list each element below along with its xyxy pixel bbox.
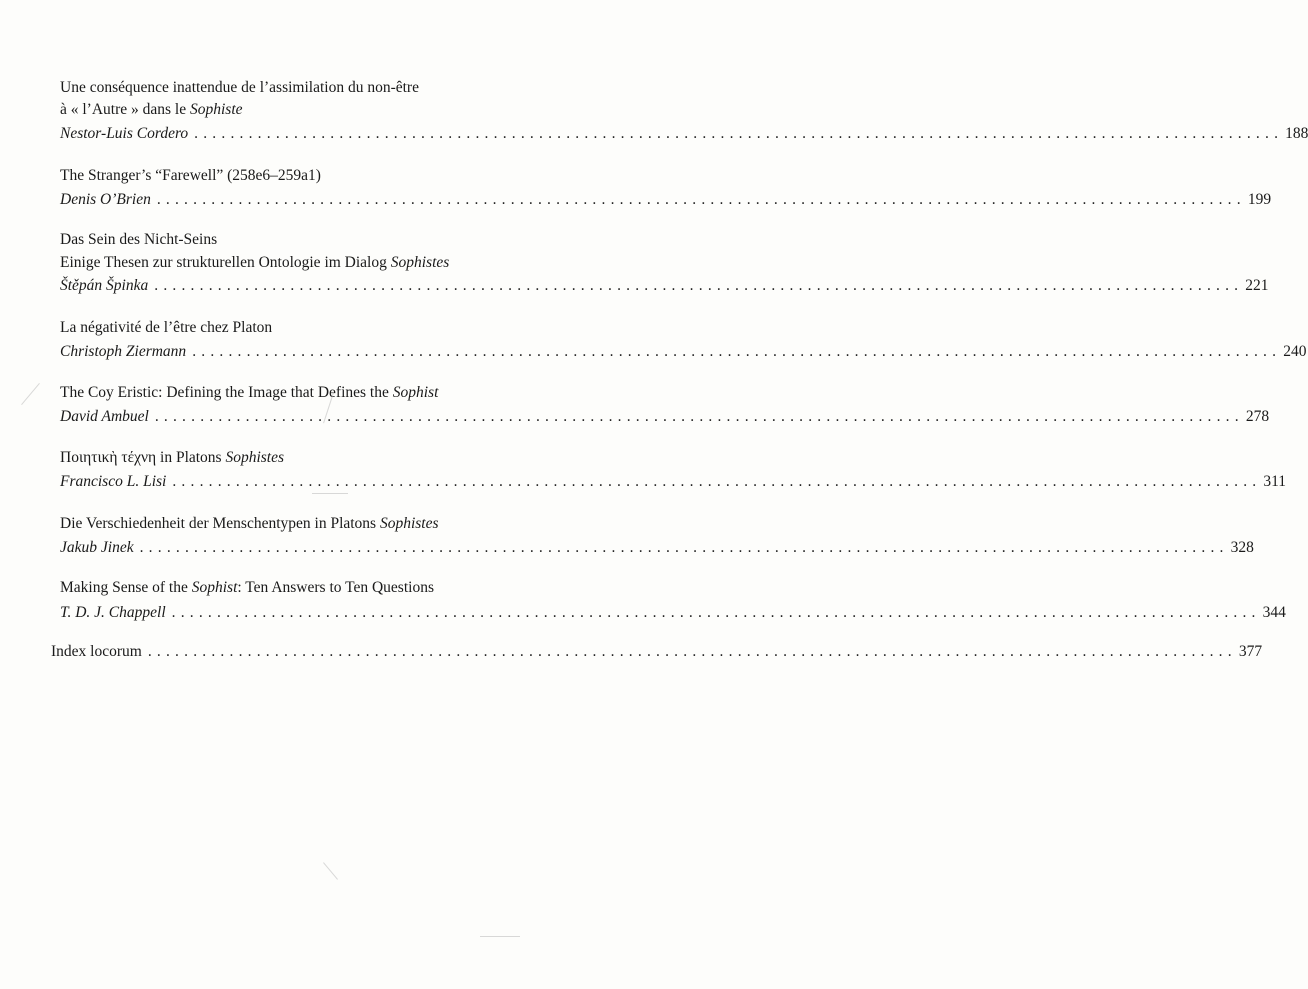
entry-title-line: à « l’Autre » dans le Sophiste: [60, 101, 243, 118]
entry-page-number: 278: [1245, 408, 1270, 425]
scan-mark: [323, 862, 338, 879]
entry-author: Nestor-Luis Cordero: [60, 125, 189, 142]
entry-author-line: [60, 342, 1307, 362]
entry-author: Jakub Jinek: [60, 539, 134, 556]
entry-page-number: 311: [1263, 473, 1287, 490]
entry-title-line: Une conséquence inattendue de l’assimilation du non-être: [60, 79, 419, 96]
entry-author: David Ambuel: [60, 408, 149, 425]
entry-page-number: 221: [1245, 277, 1269, 294]
dot-leader: ........................................................................................................................: [154, 408, 1244, 425]
entry-title-line: Making Sense of the Sophist: Ten Answers to Ten Questions: [60, 579, 434, 596]
index-entry: [51, 642, 1263, 662]
entry-author: T. D. J. Chappell: [60, 604, 166, 621]
scan-mark: [480, 936, 520, 937]
scan-mark: [312, 493, 348, 494]
entry-author-line: [60, 407, 1270, 427]
dot-leader: ........................................................................................................................: [192, 343, 1282, 360]
entry-author-line: [60, 190, 1272, 210]
dot-leader: ........................................................................................................................: [156, 191, 1246, 208]
entry-title-line: The Stranger’s “Farewell” (258e6–259a1): [60, 167, 321, 184]
entry-page-number: 240: [1283, 343, 1307, 360]
entry-author: Štěpán Špinka: [60, 277, 149, 294]
index-label: Index locorum: [51, 643, 142, 660]
entry-title-line: The Coy Eristic: Defining the Image that Defines the Sophist: [60, 384, 439, 401]
entry-page-number: 328: [1230, 539, 1254, 556]
entry-author-line: [60, 124, 1308, 144]
dot-leader: ........................................................................................................................: [194, 125, 1284, 142]
entry-author: Christoph Ziermann: [60, 343, 187, 360]
entry-title-line: La négativité de l’être chez Platon: [60, 319, 273, 336]
scan-mark: [21, 383, 40, 405]
entry-author-line: [60, 472, 1287, 492]
dot-leader: ........................................................................................................................: [171, 604, 1261, 621]
entry-author-line: [60, 538, 1254, 558]
entry-author: Francisco L. Lisi: [60, 473, 167, 490]
entry-page-number: 188: [1285, 125, 1308, 142]
index-page-number: 377: [1238, 643, 1263, 660]
dot-leader: ........................................................................................................................: [139, 539, 1229, 556]
entry-page-number: 344: [1262, 604, 1286, 621]
entry-title-line: Ποιητικὴ τέχνη in Platons Sophistes: [60, 449, 285, 466]
entry-title-line: Das Sein des Nicht-Seins: [60, 231, 218, 248]
entry-author-line: [60, 603, 1286, 623]
entry-author-line: [60, 276, 1269, 296]
entry-title-line: Die Verschiedenheit der Menschentypen in Platons Sophistes: [60, 515, 439, 532]
dot-leader: ........................................................................................................................: [147, 643, 1237, 660]
dot-leader: ........................................................................................................................: [172, 473, 1262, 490]
entry-page-number: 199: [1247, 191, 1272, 208]
dot-leader: ........................................................................................................................: [154, 277, 1244, 294]
entry-author: Denis O’Brien: [60, 191, 151, 208]
entry-title-line: Einige Thesen zur strukturellen Ontologie im Dialog Sophistes: [60, 254, 450, 271]
